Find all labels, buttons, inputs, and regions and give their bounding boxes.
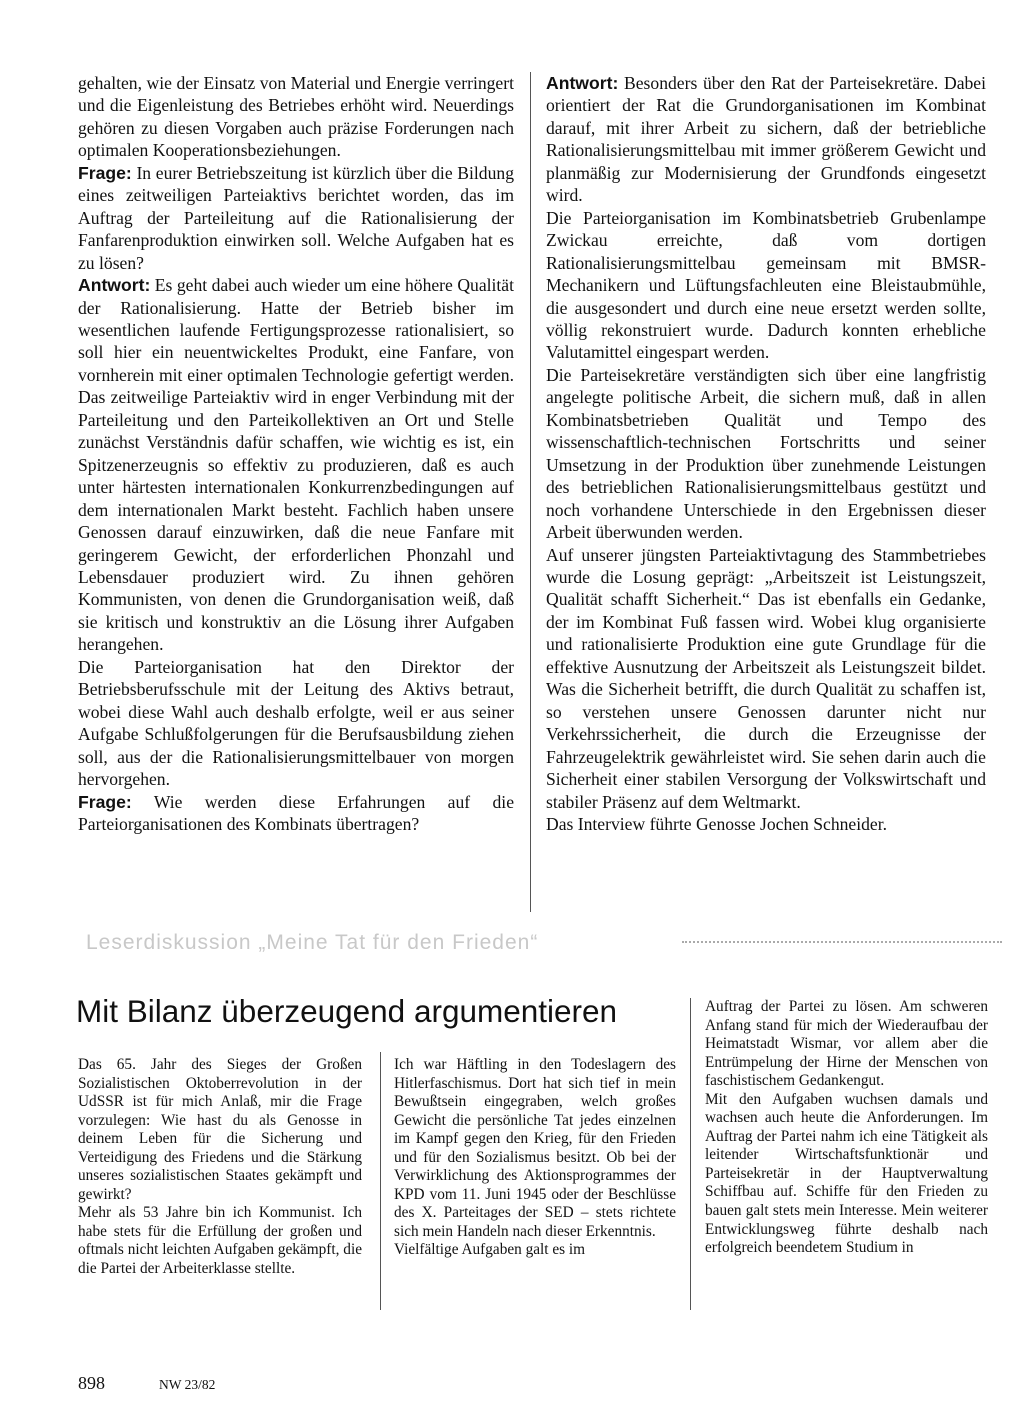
question-label: Frage: <box>78 791 132 812</box>
column-divider <box>530 72 531 912</box>
article-column-3 <box>705 998 988 1258</box>
paragraph: Auftrag der Partei zu lösen. Am schweren Anfang stand für mich der Wiederaufbau der Heimatstadt Wismar, vor allem aber die Entrümpelung der Hirne der Menschen von faschistischem Gedankengut. <box>705 998 988 1090</box>
paragraph <box>546 207 986 364</box>
paragraph-text: Die Parteiorganisation im Kombinatsbetrieb Grubenlampe Zwickau erreichte, daß vom dortigen Rationalisierungsmittelbau gemeinsam mit BMSR-Mechanikern und Lüftungsfachleuten eine Bleistaubmühle, die ausgesondert und durch eine neue ersetzt werden sollte, völlig rekonstruiert wurde. Dadurch konnten erhebliche Valutamittel eingespart werden. <box>546 207 986 363</box>
article-headline: Mit Bilanz überzeugend argumentieren <box>76 993 618 1029</box>
paragraph-text: Auf unserer jüngsten Parteiaktivtagung des Stammbetriebes wurde die Losung geprägt: „Arbeitszeit ist Leistungszeit, Qualität schafft Sicherheit.“ Das ist ebenfalls ein Gedanke, der im Kombinat Fuß fassen wird. Wobei klug organisierte und rationalisierte Produktion eine gute Grundlage für die effektive Ausnutzung der Arbeitszeit als Leistungszeit bildet. Was die Sicherheit betrifft, die durch Qualität zu schaffen ist, so verstehen unsere Genossen darunter nicht nur Verkehrssicherheit, die durch die Erzeugnisse der Fahrzeugelektrik gewährleistet wird. Sie sehen darin auch die Sicherheit einer stabilen Versorgung der Volkswirtschaft und stabiler Präsenz auf dem Weltmarkt. <box>546 544 986 812</box>
interview-credit <box>546 813 986 835</box>
answer-paragraph <box>78 274 514 656</box>
answer-paragraph <box>546 72 986 207</box>
kicker-rule <box>682 941 1002 943</box>
question-paragraph <box>78 162 514 274</box>
paragraph: Ich war Häftling in den Todeslagern des Hitlerfaschismus. Dort hat sich tief in mein Bewußtsein eingegraben, welch großes Gewicht die persönliche Tat jedes einzelnen im Kampf gegen den Krieg, für den Frieden und für den Sozialismus besitzt. Ob bei der Verwirklichung des Aktionsprogrammes der KPD vom 11. Juni 1945 oder der Beschlüsse des X. Parteitages der SED – stets richtete sich mein Handeln nach dieser Erkenntnis. <box>394 1056 676 1240</box>
column-divider <box>380 1052 381 1310</box>
paragraph: Vielfältige Aufgaben galt es im <box>394 1241 586 1259</box>
column-divider <box>690 998 691 1310</box>
paragraph: Mit den Aufgaben wuchsen damals und wachsen auch heute die Anforderungen. Im Auftrag der Partei nahm ich eine Tätigkeit als leitender Wirtschaftsfunktionär und Parteisekretär in der Hauptverwaltung Schiffbau auf. Schiffe für den Frieden zu bauen galt stets mein Interesse. Mein weiterer Entwicklungsweg führte deshalb nach erfolgreich beendetem Studium in <box>705 1090 988 1257</box>
issue-label: NW 23/82 <box>159 1377 216 1392</box>
paragraph-text: Wie werden diese Erfahrungen auf die Parteiorganisationen des Kombinats übertragen? <box>78 791 514 834</box>
paragraph: Mehr als 53 Jahre bin ich Kommunist. Ich habe stets für die Erfüllung der großen und oftmals nicht leichten Aufgaben gekämpft, die die Partei der Arbeiterklasse stellte. <box>78 1204 362 1278</box>
article-column-2 <box>394 1056 676 1260</box>
paragraph-text: Die Parteisekretäre verständigten sich über eine langfristig angelegte politische Arbeit, die sichern muß, daß in allen Kombinatsbetrieben Qualität und Tempo des wissenschaftlich-technischen Fortschritts und seiner Umsetzung in der Produktion über zunehmende Leistungen des betrieblichen Rationalisierungsmittelbaus gestützt und noch vorhandene Unterschiede in den Ergebnissen dieser Arbeit überwunden werden. <box>546 364 986 543</box>
article-column-1 <box>78 1056 362 1279</box>
paragraph-text: gehalten, wie der Einsatz von Material und Energie verringert und die Eigenleistung des Betriebes erhöht wird. Neuerdings gehören zu diesen Vorgaben auch präzise Forderungen nach optimalen Kooperationsbeziehungen. <box>78 73 514 161</box>
interview-right-column <box>546 72 986 835</box>
section-kicker: Leserdiskussion „Meine Tat für den Frieden“ <box>86 931 539 954</box>
answer-label: Antwort: <box>78 275 151 296</box>
paragraph-text: Besonders über den Rat der Parteisekretäre. Dabei orientiert der Rat die Grundorganisationen im Kombinat darauf, mit ihrer Arbeit zu sichern, daß der betriebliche Rationalisierungsmittelbau mit immer größerem Gewicht und planmäßig zur Modernisierung der Grundfonds eingesetzt wird. <box>546 73 986 206</box>
paragraph-text: Die Parteiorganisation hat den Direktor der Betriebsberufsschule mit der Leitung des Aktivs betraut, wobei diese Wahl auch deshalb erfolgte, weil er aus seiner Aufgabe Schlußfolgerungen für die Berufsausbildung ziehen soll, aus der die Rationalisierungsmittelbauer von morgen hervorgehen. <box>78 656 514 790</box>
page-number: 898 <box>78 1373 105 1393</box>
paragraph-text: Das Interview führte Genosse Jochen Schneider. <box>546 813 888 834</box>
question-paragraph <box>78 791 514 836</box>
interview-left-column <box>78 72 514 835</box>
paragraph <box>546 544 986 813</box>
question-label: Frage: <box>78 162 132 183</box>
paragraph: Das 65. Jahr des Sieges der Großen Sozialistischen Oktoberrevolution in der UdSSR ist für mich Anlaß, mir die Frage vorzulegen: Wie hast du als Genosse in deinem Leben für die Sicherung und Verteidigung des Friedens und die Stärkung unseres sozialistischen Staates gekämpft und gewirkt? <box>78 1056 362 1203</box>
paragraph-text: In eurer Betriebszeitung ist kürzlich über die Bildung eines zeitweiligen Parteiaktivs berichtet worden, das im Auftrag der Parteileitung auf die Rationalisierung der Fanfarenproduktion einwirken soll. Welche Aufgaben hat es zu lösen? <box>78 162 514 273</box>
paragraph <box>546 364 986 544</box>
paragraph <box>78 656 514 791</box>
paragraph <box>78 72 514 162</box>
paragraph-text: Es geht dabei auch wieder um eine höhere Qualität der Rationalisierung. Hatte der Betrieb bisher im wesentlichen laufende Fertigungsprozesse rationalisiert, so soll hier ein neuentwickeltes Produkt, eine Fanfare, von vornherein mit einer optimalen Technologie gefertigt werden. Das zeitweilige Parteiaktiv wird in enger Verbindung mit der Parteileitung und den Parteikollektiven an Ort und Stelle zunächst Verständnis dafür schaffen, wie wichtig es ist, ein Spitzenerzeugnis so effektiv zu produzieren, daß es auch unter härtesten internationalen Konkurrenzbedingungen auf dem internationalen Markt besteht. Fachlich haben unsere Genossen darauf einzuwirken, daß die neue Fanfare mit geringerem Gewicht, der erforderlichen Phonzahl und Lebensdauer produziert wird. Zu ihnen gehören Kommunisten, von denen die Grundorganisation weiß, daß sie kritisch und konstruktiv an die Lösung ihrer Aufgaben herangehen. <box>78 275 514 655</box>
answer-label: Antwort: <box>546 73 619 93</box>
